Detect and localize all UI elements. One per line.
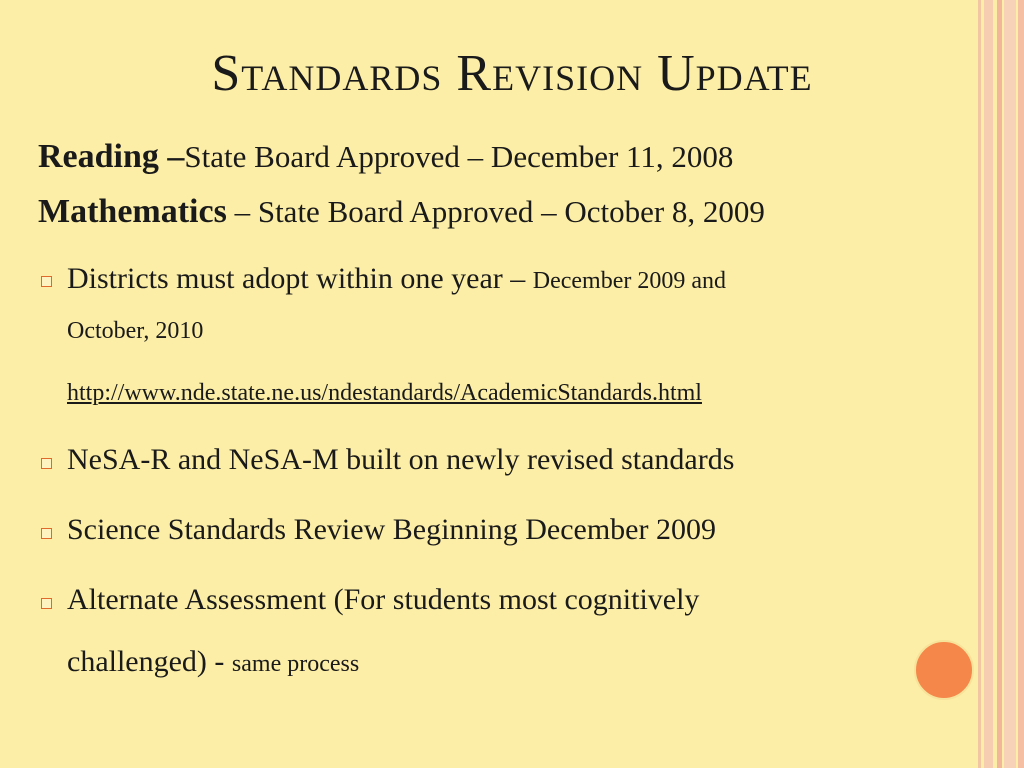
decorative-stripe bbox=[997, 0, 1002, 768]
square-bullet-icon bbox=[41, 598, 52, 609]
bullet-small-text: same process bbox=[231, 651, 360, 677]
math-label: Mathematics bbox=[38, 193, 227, 230]
bullet-continuation: October, 2010 bbox=[67, 318, 204, 344]
square-bullet-icon bbox=[41, 458, 52, 469]
decorative-stripe bbox=[1018, 0, 1024, 768]
decorative-stripe bbox=[984, 0, 993, 768]
reading-text: State Board Approved – December 11, 2008 bbox=[184, 139, 734, 174]
bullet-alternate: Alternate Assessment (For students most cognitively bbox=[67, 583, 700, 616]
decorative-circle bbox=[914, 640, 974, 700]
decorative-stripe bbox=[978, 0, 981, 768]
bullet-text: challenged) - bbox=[67, 645, 232, 678]
standards-link[interactable]: http://www.nde.state.ne.us/ndestandards/AcademicStandards.html bbox=[67, 380, 702, 406]
bullet-small-text: December 2009 and bbox=[532, 268, 727, 294]
bullet-text: Districts must adopt within one year – bbox=[67, 262, 533, 295]
reading-label: Reading – bbox=[38, 138, 185, 175]
square-bullet-icon bbox=[41, 528, 52, 539]
slide-title: Standards Revision Update bbox=[211, 45, 813, 102]
bullet-districts bbox=[67, 262, 726, 296]
reading-line bbox=[38, 138, 733, 176]
math-line bbox=[38, 193, 765, 231]
square-bullet-icon bbox=[41, 276, 52, 287]
decorative-stripe bbox=[1004, 0, 1016, 768]
math-text: – State Board Approved – October 8, 2009 bbox=[226, 194, 765, 229]
bullet-science: Science Standards Review Beginning December 2009 bbox=[67, 513, 716, 546]
bullet-nesa: NeSA-R and NeSA-M built on newly revised standards bbox=[67, 443, 735, 476]
bullet-continuation bbox=[67, 645, 359, 679]
